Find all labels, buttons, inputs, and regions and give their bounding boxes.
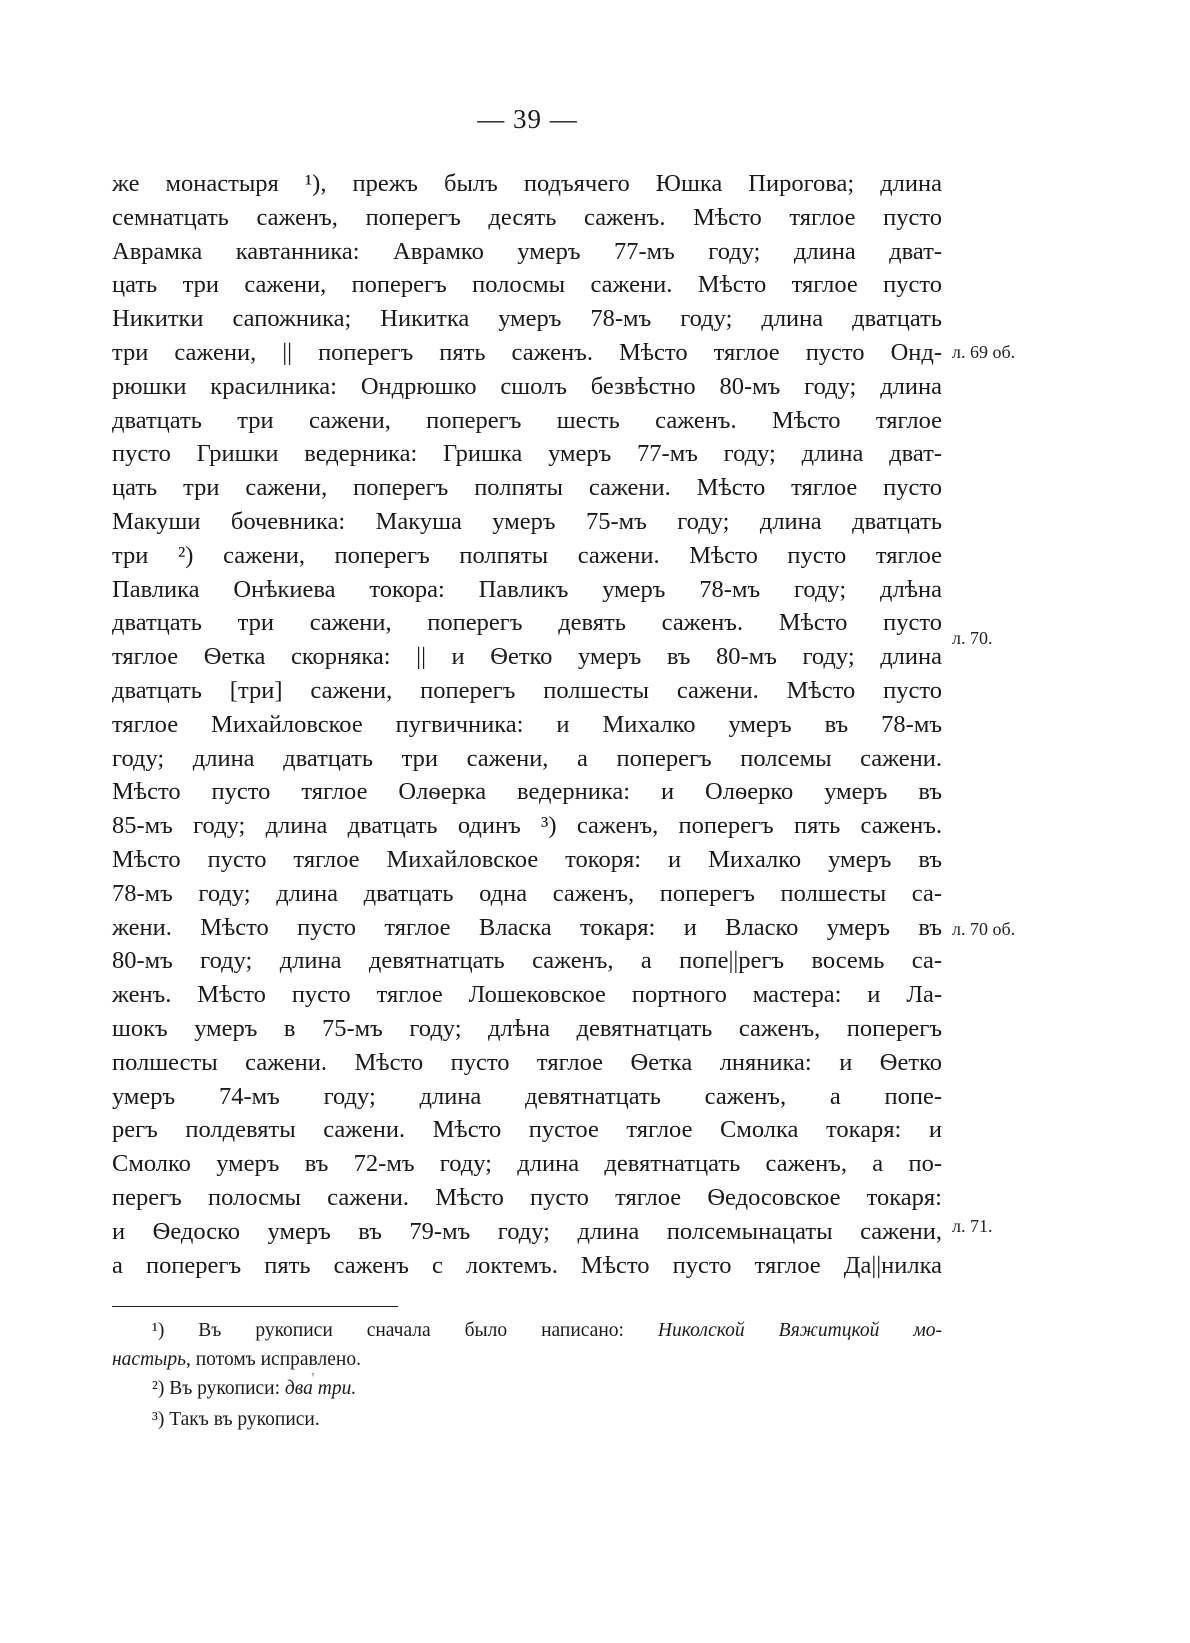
footnote-marker: ³) <box>152 1409 165 1430</box>
text-line: умеръ 74-мъ году; длина девятнатцать саженъ, а попе- <box>112 1082 942 1110</box>
text-line: 80-мъ году; длина девятнатцать саженъ, а попе||регъ восемь са- <box>112 947 942 975</box>
text-line: три сажени, || поперегъ пять саженъ. Мѣсто тяглое пусто Онд- <box>112 338 942 366</box>
footnotes <box>112 1316 942 1434</box>
margin-note-folio: л. 70 об. <box>952 919 1016 939</box>
text-line: регъ полдевяты сажени. Мѣсто пустое тяглое Смолка токаря: и <box>112 1116 942 1144</box>
footnote-italic: Николской Вяжитцкой мо- <box>657 1320 943 1341</box>
text-line: а поперегъ пять саженъ с локтемъ. Мѣсто пусто тяглое Да||нилка <box>112 1251 942 1279</box>
text-line: тяглое Ѳетка скорняка: || и Ѳетко умеръ въ 80-мъ году; длина <box>112 643 942 671</box>
footnote-italic: два <box>284 1378 313 1399</box>
footnote-3 <box>112 1405 942 1434</box>
text-line: Макуши бочевника: Макуша умеръ 75-мъ году; длина дватцать <box>112 507 942 535</box>
footnote-italic: настырь <box>112 1349 186 1370</box>
footnote-divider <box>112 1306 398 1307</box>
text-line: жени. Мѣсто пусто тяглое Власка токаря: и Власко умеръ въ <box>112 913 942 941</box>
text-line: семнатцать саженъ, поперегъ десять саженъ. Мѣсто тяглое пусто <box>112 203 942 231</box>
footnote-text: Въ рукописи сначала было написано: <box>198 1320 624 1341</box>
text-line: Мѣсто пусто тяглое Михайловское токоря: и Михалко умеръ въ <box>112 845 942 873</box>
footnote-italic: три. <box>317 1378 357 1399</box>
text-line: же монастыря ¹), прежъ былъ подъячего Юшка Пирогова; длина <box>112 170 942 197</box>
footnote-2 <box>112 1374 942 1405</box>
text-line: Никитки сапожника; Никитка умеръ 78-мъ году; длина дватцать <box>112 305 942 333</box>
margin-note-folio: л. 71. <box>952 1216 993 1236</box>
text-line: Павлика Онѣкиева токора: Павликъ умеръ 78-мъ году; длѣна <box>112 575 942 603</box>
footnote-marker: ¹) <box>152 1320 165 1341</box>
footnote-1 <box>112 1316 942 1345</box>
text-line: Смолко умеръ въ 72-мъ году; длина девятнатцать саженъ, а по- <box>112 1150 942 1178</box>
text-line: цать три сажени, поперегъ полосмы сажени. Мѣсто тяглое пусто <box>112 271 942 299</box>
text-line: Аврамка кавтанника: Аврамко умеръ 77-мъ году; длина дват- <box>112 237 942 265</box>
text-line: полшесты сажени. Мѣсто пусто тяглое Ѳетка лняника: и Ѳетко <box>112 1048 942 1076</box>
text-line: женъ. Мѣсто пусто тяглое Лошековское портного мастера: и Ла- <box>112 981 942 1009</box>
text-line: и Ѳедоско умеръ въ 79-мъ году; длина полсемынацаты сажени, <box>112 1217 942 1245</box>
text-line: Мѣсто пусто тяглое Олѳерка ведерника: и Олѳерко умеръ въ <box>112 778 942 806</box>
margin-note-folio: л. 70. <box>952 628 993 648</box>
text-line: перегъ полосмы сажени. Мѣсто пусто тяглое Ѳедосовское токаря: <box>112 1183 942 1211</box>
text-line: 85-мъ году; длина дватцать одинъ ³) саженъ, поперегъ пять саженъ. <box>112 812 942 840</box>
text-line: пусто Гришки ведерника: Гришка умеръ 77-мъ году; длина дват- <box>112 440 942 468</box>
text-line: 78-мъ году; длина дватцать одна саженъ, поперегъ полшесты са- <box>112 879 942 907</box>
text-line: году; длина дватцать три сажени, а поперегъ полсемы сажени. <box>112 744 942 772</box>
text-line: дватцать три сажени, поперегъ шесть саженъ. Мѣсто тяглое <box>112 406 942 434</box>
footnote-marker: ²) <box>152 1378 165 1399</box>
text-line: рюшки красилника: Ондрюшко сшолъ безвѣстно 80-мъ году; длина <box>112 372 942 400</box>
page-number: — 39 — <box>477 104 578 134</box>
text-line: дватцать три сажени, поперегъ девять саженъ. Мѣсто пусто <box>112 609 942 637</box>
text-line: тяглое Михайловское пугвичника: и Михалко умеръ въ 78-мъ <box>112 710 942 738</box>
margin-note-folio: л. 69 об. <box>952 342 1016 362</box>
text-line: шокъ умеръ в 75-мъ году; длѣна девятнатцать саженъ, поперегъ <box>112 1014 942 1042</box>
main-text <box>112 167 942 1282</box>
text-line: три ²) сажени, поперегъ полпяты сажени. Мѣсто пусто тяглое <box>112 541 942 569</box>
footnote-text: Такъ въ рукописи. <box>169 1409 320 1430</box>
footnote-1-cont <box>112 1345 942 1374</box>
text-line: цать три сажени, поперегъ полпяты сажени. Мѣсто тяглое пусто <box>112 474 942 502</box>
text-line: дватцать [три] сажени, поперегъ полшесты сажени. Мѣсто пусто <box>112 676 942 704</box>
footnote-text: , потомъ исправлено. <box>186 1349 361 1370</box>
footnote-text: Въ рукописи: <box>169 1378 281 1399</box>
